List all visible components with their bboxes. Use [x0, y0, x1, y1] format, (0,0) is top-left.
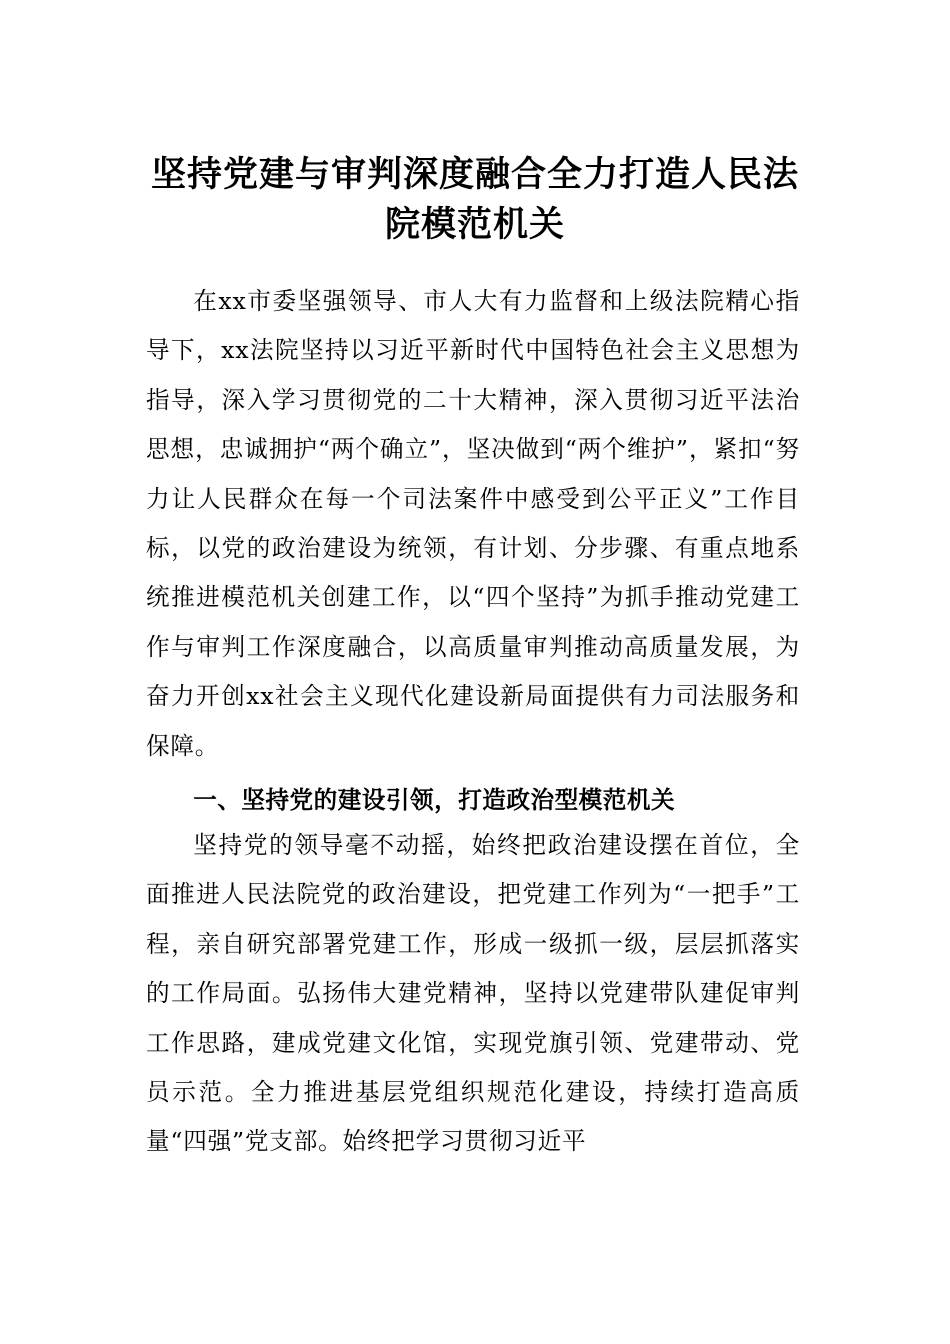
section-heading: 一、坚持党的建设引领，打造政治型模范机关: [193, 786, 676, 814]
intro-paragraph: 在xx市委坚强领导、市人大有力监督和上级法院精心指导下，xx法院坚持以习近平新时代中国特色社会主义思想为指导，深入学习贯彻党的二十大精神，深入贯彻习近平法治思想，忠诚拥护“两个确立”，坚决做到“两个维护”，紧扣“努力让人民群众在每一个司法案件中感受到公平正义”工作目标，以党的政治建设为统领，有计划、分步骤、有重点地系统推进模范机关创建工作，以“四个坚持”为抓手推动党建工作与审判工作深度融合，以高质量审判推动高质量发展，为奋力开创xx社会主义现代化建设新局面提供有力司法服务和保障。: [146, 287, 800, 760]
document-title: 坚持党建与审判深度融合全力打造人民法院模范机关: [150, 155, 799, 245]
section-paragraph: 坚持党的领导毫不动摇，始终把政治建设摆在首位，全面推进人民法院党的政治建设，把党建工作列为“一把手”工程，亲自研究部署党建工作，形成一级抓一级，层层抓落实的工作局面。弘扬伟大建党精神，坚持以党建带队建促审判工作思路，建成党建文化馆，实现党旗引领、党建带动、党员示范。全力推进基层党组织规范化建设，持续打造高质量“四强”党支部。始终把学习贯彻习近平: [146, 831, 800, 1156]
